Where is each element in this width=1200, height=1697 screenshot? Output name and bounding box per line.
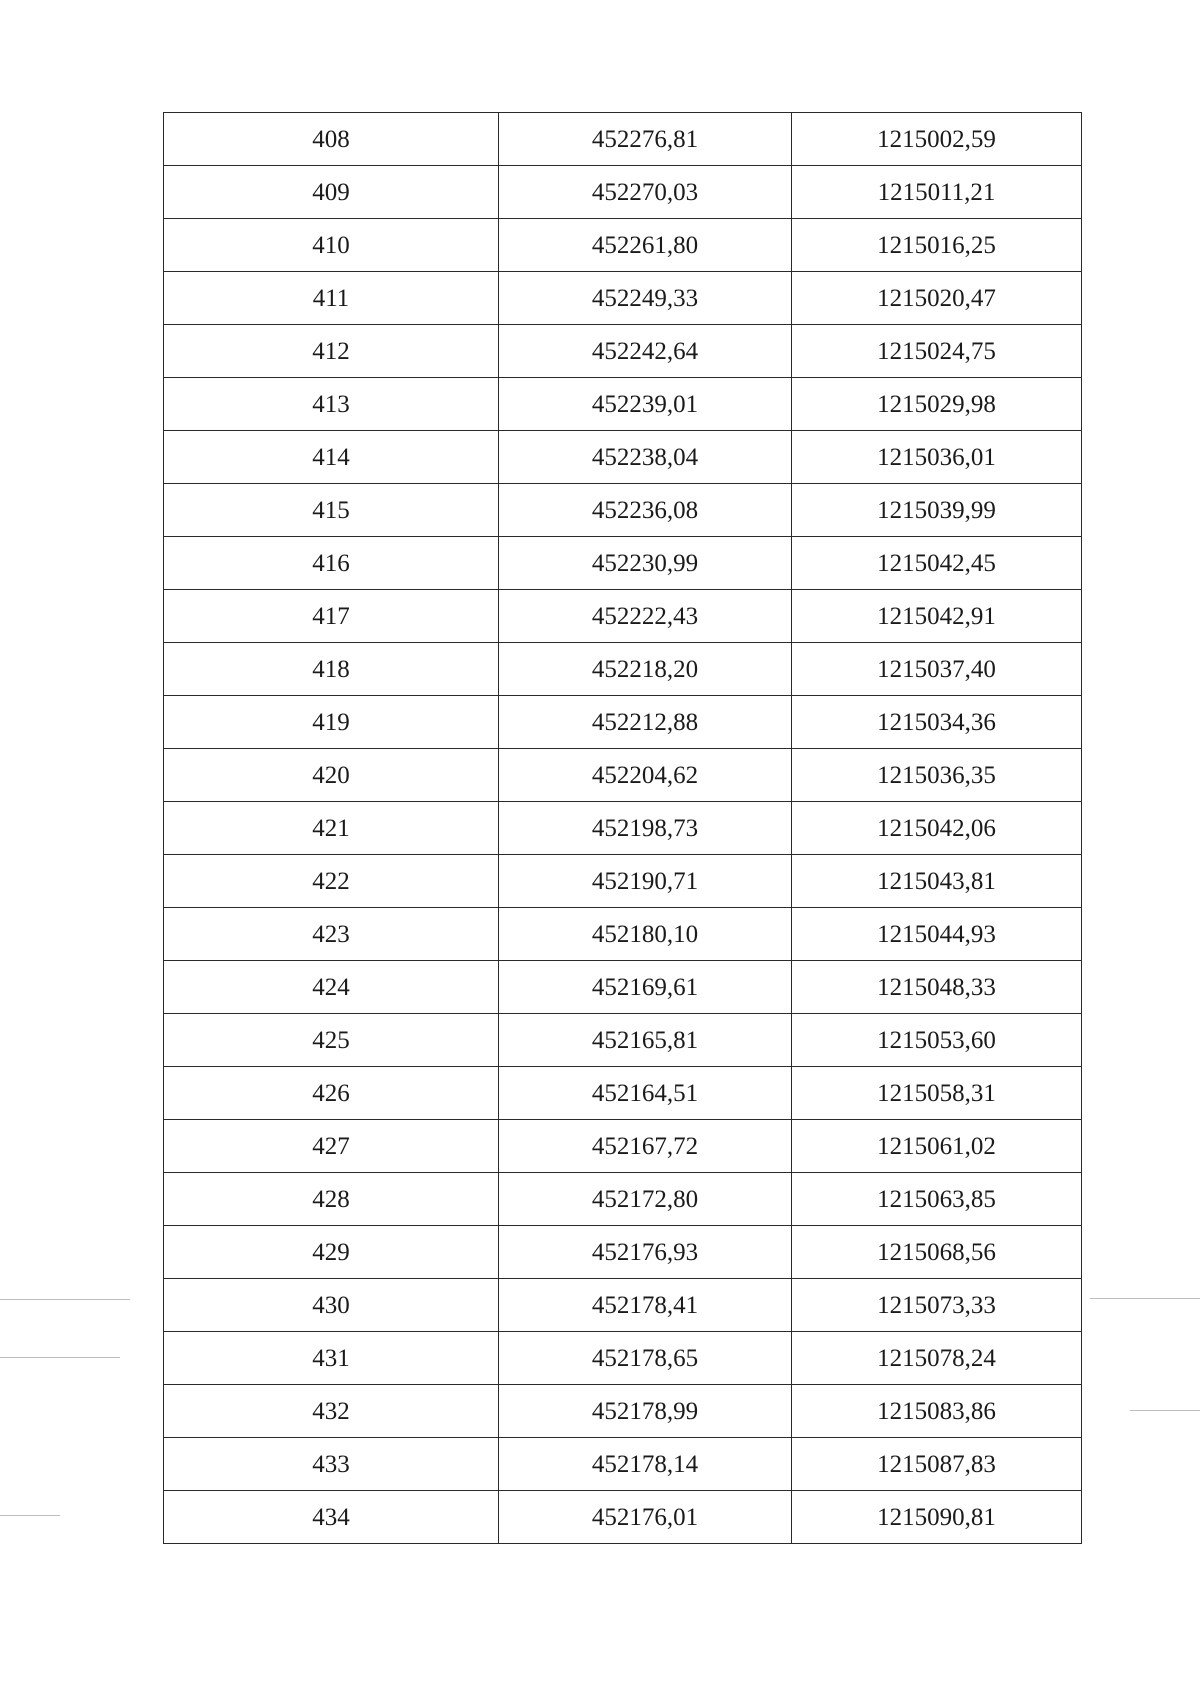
point-number-cell: 408 [164,113,499,166]
point-number-cell: 409 [164,166,499,219]
x-coordinate-cell: 452172,80 [499,1173,792,1226]
y-coordinate-cell: 1215090,81 [792,1491,1082,1544]
x-coordinate-cell: 452249,33 [499,272,792,325]
y-coordinate-cell: 1215053,60 [792,1014,1082,1067]
x-coordinate-cell: 452238,04 [499,431,792,484]
x-coordinate-cell: 452180,10 [499,908,792,961]
table-row [164,1438,1082,1491]
table-row [164,590,1082,643]
scan-artifact-line [1130,1410,1200,1411]
x-coordinate-cell: 452165,81 [499,1014,792,1067]
x-coordinate-cell: 452222,43 [499,590,792,643]
y-coordinate-cell: 1215068,56 [792,1226,1082,1279]
point-number-cell: 410 [164,219,499,272]
scan-artifact-line [1090,1298,1200,1299]
x-coordinate-cell: 452239,01 [499,378,792,431]
table-row [164,1173,1082,1226]
point-number-cell: 429 [164,1226,499,1279]
table-row [164,1385,1082,1438]
point-number-cell: 416 [164,537,499,590]
x-coordinate-cell: 452178,14 [499,1438,792,1491]
y-coordinate-cell: 1215016,25 [792,219,1082,272]
table-row [164,1067,1082,1120]
table-row [164,696,1082,749]
table-row [164,484,1082,537]
coordinates-table [163,112,1082,1544]
table-row [164,961,1082,1014]
coordinates-table-body [164,113,1082,1544]
table-row [164,537,1082,590]
y-coordinate-cell: 1215042,06 [792,802,1082,855]
point-number-cell: 428 [164,1173,499,1226]
table-row [164,1491,1082,1544]
y-coordinate-cell: 1215036,35 [792,749,1082,802]
scan-artifact-line [0,1515,60,1516]
table-row [164,1014,1082,1067]
table-row [164,749,1082,802]
x-coordinate-cell: 452178,41 [499,1279,792,1332]
x-coordinate-cell: 452218,20 [499,643,792,696]
point-number-cell: 414 [164,431,499,484]
table-row [164,113,1082,166]
point-number-cell: 417 [164,590,499,643]
y-coordinate-cell: 1215042,45 [792,537,1082,590]
y-coordinate-cell: 1215043,81 [792,855,1082,908]
x-coordinate-cell: 452212,88 [499,696,792,749]
y-coordinate-cell: 1215036,01 [792,431,1082,484]
point-number-cell: 425 [164,1014,499,1067]
x-coordinate-cell: 452242,64 [499,325,792,378]
point-number-cell: 432 [164,1385,499,1438]
table-row [164,378,1082,431]
x-coordinate-cell: 452176,93 [499,1226,792,1279]
table-row [164,431,1082,484]
y-coordinate-cell: 1215044,93 [792,908,1082,961]
y-coordinate-cell: 1215042,91 [792,590,1082,643]
point-number-cell: 412 [164,325,499,378]
x-coordinate-cell: 452204,62 [499,749,792,802]
table-row [164,643,1082,696]
y-coordinate-cell: 1215002,59 [792,113,1082,166]
point-number-cell: 415 [164,484,499,537]
table-row [164,1226,1082,1279]
point-number-cell: 427 [164,1120,499,1173]
x-coordinate-cell: 452236,08 [499,484,792,537]
table-row [164,325,1082,378]
y-coordinate-cell: 1215039,99 [792,484,1082,537]
table-row [164,855,1082,908]
point-number-cell: 426 [164,1067,499,1120]
table-row [164,1332,1082,1385]
y-coordinate-cell: 1215020,47 [792,272,1082,325]
table-row [164,272,1082,325]
table-row [164,802,1082,855]
table-row [164,219,1082,272]
point-number-cell: 433 [164,1438,499,1491]
point-number-cell: 434 [164,1491,499,1544]
y-coordinate-cell: 1215048,33 [792,961,1082,1014]
scan-artifact-line [0,1357,120,1358]
point-number-cell: 424 [164,961,499,1014]
x-coordinate-cell: 452270,03 [499,166,792,219]
point-number-cell: 413 [164,378,499,431]
y-coordinate-cell: 1215073,33 [792,1279,1082,1332]
x-coordinate-cell: 452167,72 [499,1120,792,1173]
point-number-cell: 430 [164,1279,499,1332]
x-coordinate-cell: 452169,61 [499,961,792,1014]
y-coordinate-cell: 1215024,75 [792,325,1082,378]
table-row [164,908,1082,961]
point-number-cell: 431 [164,1332,499,1385]
y-coordinate-cell: 1215037,40 [792,643,1082,696]
x-coordinate-cell: 452190,71 [499,855,792,908]
y-coordinate-cell: 1215029,98 [792,378,1082,431]
y-coordinate-cell: 1215034,36 [792,696,1082,749]
x-coordinate-cell: 452230,99 [499,537,792,590]
x-coordinate-cell: 452178,65 [499,1332,792,1385]
point-number-cell: 422 [164,855,499,908]
table-row [164,1279,1082,1332]
x-coordinate-cell: 452276,81 [499,113,792,166]
y-coordinate-cell: 1215083,86 [792,1385,1082,1438]
point-number-cell: 420 [164,749,499,802]
y-coordinate-cell: 1215058,31 [792,1067,1082,1120]
point-number-cell: 419 [164,696,499,749]
x-coordinate-cell: 452176,01 [499,1491,792,1544]
point-number-cell: 421 [164,802,499,855]
point-number-cell: 423 [164,908,499,961]
scan-artifact-line [0,1299,130,1300]
y-coordinate-cell: 1215078,24 [792,1332,1082,1385]
y-coordinate-cell: 1215061,02 [792,1120,1082,1173]
point-number-cell: 418 [164,643,499,696]
point-number-cell: 411 [164,272,499,325]
table-row [164,166,1082,219]
y-coordinate-cell: 1215011,21 [792,166,1082,219]
x-coordinate-cell: 452198,73 [499,802,792,855]
y-coordinate-cell: 1215063,85 [792,1173,1082,1226]
x-coordinate-cell: 452178,99 [499,1385,792,1438]
x-coordinate-cell: 452261,80 [499,219,792,272]
y-coordinate-cell: 1215087,83 [792,1438,1082,1491]
table-row [164,1120,1082,1173]
x-coordinate-cell: 452164,51 [499,1067,792,1120]
